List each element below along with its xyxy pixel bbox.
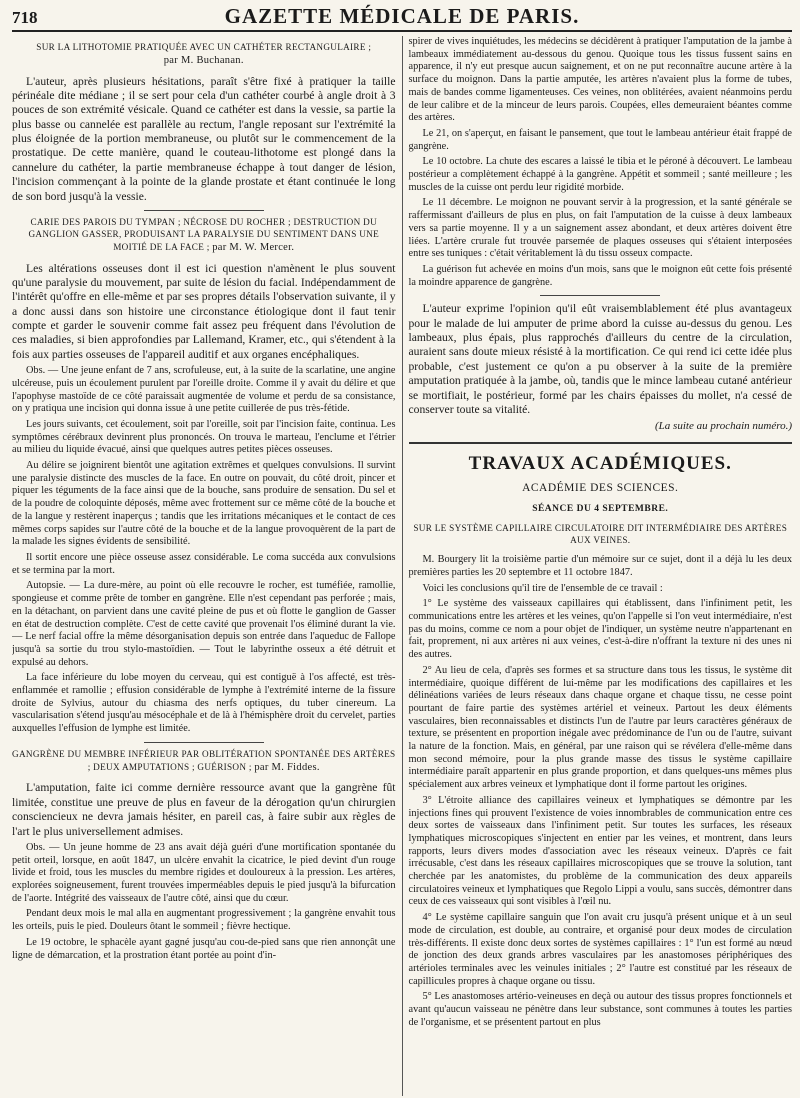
paragraph: 3° L'étroite alliance des capillaires veineux et lymphatiques se démontre par les injections fines qui prouvent l'existence de voies innombrables de communication entre ces deux sortes de vaisseaux dans l'infiniment petit. Sur toutes les surfaces, les réseaux lymphatiques microscopiques s'injectent en entier par les veines, et montrent, dans leurs rapports, leurs divers modes d'association avec les réseaux veineux. D'après ce fait irrécusable, c'est dans les réseaux capillaires microscopiques que se trouve la solution, tant cherchée par les anatomistes, du problème de la communication des deux appareils circulatoires veineux et lymphatiques que Regolo Lippi a voulu, sans succès, démontrer dans ceux de ces vaisseaux qui sont visibles à l'œil nu. [408,794,792,908]
divider [540,295,660,296]
paragraph: M. Bourgery lit la troisième partie d'un mémoire sur ce sujet, dont il a déjà lu les deux premières parties les 20 septembre et 11 octobre 1847. [408,554,792,578]
paragraph: Voici les conclusions qu'il tire de l'ensemble de ce travail : [422,582,663,594]
paragraph: La face inférieure du lobe moyen du cerveau, qui est contiguë à l'os affecté, est très-enflammée et ramollie ; effusion considérable de lymphe à l'extrémité interne de la fissure droite de Sylvius, autour du chiasma des nerfs optiques, du tuber cinereum. La vascularisation s'étend jusqu'au mésocéphale et de là à l'hémisphère droit du cervelet, parties auxquelles l'effusion de lymphe est limitée. [12,672,396,735]
article-author: par M. W. Mercer. [212,241,295,253]
paragraph: Le 11 décembre. Le moignon ne pouvant servir à la progression, et la santé générale se raffermissant d'ailleurs de plus en plus, on fait l'amputation de la cuisse à deux lambeaux vers sa partie moyenne. Il y a un saignement assez abondant, et deux artères doivent être liées. L'artère crurale fut trouvée parsemée de plaques osseuses qui s'étaient interposées entre ses tuniques : c'était véritablement là du tissu osseux compacte. [408,197,792,260]
section-title: TRAVAUX ACADÉMIQUES. [468,452,732,474]
paragraph: Le 21, on s'aperçut, en faisant le pansement, que tout le lambeau antérieur était frappé de gangrène. [408,127,792,152]
paragraph: Les jours suivants, cet écoulement, soit par l'oreille, soit par l'incision faite, continua. Les symptômes cérébraux devinrent plus prononcés. On trouva le marteau, l'enclume et l'étrier au milieu du liquide évacué, ainsi que quelques autres petites pièces osseuses. [12,418,396,456]
article-title-lithotomie [12,42,396,68]
paragraph: Au délire se joignirent bientôt une agitation extrêmes et quelques convulsions. Il survint une paralysie distincte des muscles de la face. En outre on pouvait, du côté droit, pincer et piquer les téguments de la face ainsi que de la bouche, sans produire de sensation. Du sel et de la poudre de coloquinte déposés, même avec frottement sur ce même côté de la bouche et de la langue y restèrent inaperçus ; tandis que les irritations mécaniques et le contact de ces mêmes corps sapides sur l'autre côté de la bouche et de la langue provoquèrent de la part de la malade les signes évidents de sensibilité. [12,460,396,548]
columns [12,36,792,1096]
article-author: par M. Buchanan. [163,54,244,66]
paragraph: La guérison fut achevée en moins d'un mois, sans que le moignon eût cette fois présenté la moindre apparence de gangrène. [408,263,792,288]
paragraph: Autopsie. — La dure-mère, au point où elle recouvre le rocher, est tuméfiée, ramollie, spongieuse et comme prête de tomber en gangrène. Elle n'est cependant pas perforée ; mais, en la détachant, on parvient dans une cavité pleine de pus et où flotte le ganglion de Gasser en état de destruction complète. C'est de cette cavité que provenait l'os éliminé durant la vie. — Le nerf facial offre la même désorganisation depuis son entrée dans l'aqueduc de Fallope jusqu'à sa sortie du trou stylo-mastoïdien. — Tout le labyrinthe osseux a été détruit et expulsé au dehors. [12,580,396,668]
article-title-gangrene [12,749,396,775]
continuation-note: (La suite au prochain numéro.) [655,420,792,433]
divider [144,210,264,211]
paragraph: Obs. — Un jeune homme de 23 ans avait déjà guéri d'une mortification spontanée du petit orteil, lorsque, en août 1847, un ulcère envahit la cicatrice, le pied devint d'un rouge livide et froid, tous les muscles du membre rigides et douloureux à la pression. Les artères, explorées soigneusement, furent trouvées imperméables depuis le pied jusqu'à la bifurcation de l'aorte. Intégrité des vaisseaux de l'autre côté, ainsi que du cœur. [12,841,396,904]
paragraph: Le 10 octobre. La chute des escares a laissé le tibia et le péroné à découvert. Le lambeau postérieur a complètement échappé à la gangrène. Appétit et sommeil ; santé meilleure ; les muscles de la cuisse ont perdu leur rigidité morbide. [408,156,792,193]
paragraph: 2° Au lieu de cela, d'après ses formes et sa structure dans tous les tissus, le système dit intermédiaire, quoique différent de lui-même par les modifications des capillaires et les délinéations variées de leurs réseaux dans chaque organe et chaque tissu, ne cesse point pourtant de faire partie des systèmes artériel et veineux. Partout les deux éléments vasculaires, bien reconnaissables et distincts l'un de l'autre par leurs caractères généraux de texture, se présentent en proportion inégale avec prédominance de l'un ou de l'autre, suivant la nature de la fonction. Mais, en général, par une raison qui se révélera d'elle-même dans mon second mémoire, pour la plus grande masse des tissus le système capillaire intermédiaire paraît appartenir en plus grande proportion, et dans quelques-uns mêmes plus spécialement aux arbres veineux et lymphatique dont il forme partout les origines. [408,664,792,791]
paragraph: Le 19 octobre, le sphacèle ayant gagné jusqu'au cou-de-pied sans que rien annonçât une ligne de démarcation, et la prostration étant portée au point d'in- [12,936,396,961]
paragraph: Les altérations osseuses dont il est ici question n'amènent le plus souvent qu'une paralysie du mouvement, par suite de lésion du facial. Indépendamment de l'intérêt qu'offre en elle-même et par ses propres détails l'observation suivante, il y a donc aussi dans son histoire une circonstance étiologique dont il faut tenir compte et garder le souvenir comme fait assez peu fréquent dans l'évolution de ces maladies, si bien approfondies par Lallemand, Kramer, etc., qui s'étendent à la fois aux parties osseuses de l'appareil auditif et aux organes encéphaliques. [12,261,396,361]
article-title-text: GANGRÈNE DU MEMBRE INFÉRIEUR PAR OBLITÉRATION SPONTANÉE DES ARTÈRES ; DEUX AMPUTATIONS ; GUÉRISON ; [12,748,396,772]
article-title-text: SUR LA LITHOTOMIE PRATIQUÉE AVEC UN CATHÉTER RECTANGULAIRE ; [36,42,372,52]
paragraph: 4° Le système capillaire sanguin que l'on avait cru jusqu'à présent unique et à un seul mode de circulation, est double, au contraire, et organisé pour deux modes de circulation très-différents. Il existe donc deux sortes de systèmes capillaires : 1° l'un est formé au nœud de jonction des deux grands arbres vasculaires par les anastomoses périphériques des artérioles terminales avec les veinules initiales ; 2° l'autre est constitué par les réseaux de capillicules propres à chaque organe ou tissu. [408,912,792,987]
paragraph: Pendant deux mois le mal alla en augmentant progressivement ; la gangrène envahit tous les orteils, puis le pied. Douleurs ôtant le sommeil ; fièvre hectique. [12,908,396,933]
paragraph: L'amputation, faite ici comme dernière ressource avant que la gangrène fût limitée, constitue une preuve de plus en faveur de la dérogation qu'un chirurgien consciencieux ne devra jamais hésiter, en pareil cas, à faire subir aux règles de l'art le plus universellement admises. [12,781,396,838]
left-column [12,36,403,1096]
article-title-text: CARIE DES PAROIS DU TYMPAN ; NÉCROSE DU ROCHER ; DESTRUCTION DU GANGLION GASSER, PRODUISANT LA PARALYSIE DU SENTIMENT DANS UNE MOITIÉ DE LA FACE ; [28,216,380,252]
article-title-tympan [12,217,396,255]
paragraph: 1° Le système des vaisseaux capillaires qui établissent, dans l'infiniment petit, les communications entre les artères et les veines, qu'on l'appelle si l'on veut intermédiaire, n'est pas du moins, comme ce nom a pour objet de l'indiquer, un système neutre n'appartenant en fait, proprement, ni aux artères ni aux veines, c'est-à-dire n'offrant la texture ni des unes ni des autres. [408,598,792,661]
seance-date: SÉANCE DU 4 SEPTEMBRE. [532,503,669,514]
right-column [403,36,793,1096]
section-divider [409,442,793,444]
journal-title: GAZETTE MÉDICALE DE PARIS. [224,4,580,28]
article-author: par M. Fiddes. [254,761,320,773]
page-number: 718 [12,8,38,27]
paragraph: spirer de vives inquiétudes, les médecins se décidèrent à pratiquer l'amputation de la jambe à lambeaux immédiatement au-dessous du genou. Quoique tous les tissus fussent sains en apparence, il n'y eut presque aucun saignement, et on ne put reconnaître aucune artère à la surface du moignon. Dans la partie amputée, les artères n'avaient plus la forme de tubes, mais de bandes comme ligamenteuses. Ces veines, non oblitérées, avaient néanmoins perdu de leur calibre et de la minceur de leurs parois. Coupées, elles demeuraient béantes comme des artères. [408,36,792,124]
paragraph: Il sortit encore une pièce osseuse assez considérable. Le coma succéda aux convulsions et se termina par la mort. [12,551,396,576]
page-header [12,4,792,32]
article-title-capillaire: SUR LE SYSTÈME CAPILLAIRE CIRCULATOIRE DIT INTERMÉDIAIRE DES ARTÈRES AUX VEINES. [413,523,788,546]
paragraph: L'auteur, après plusieurs hésitations, paraît s'être fixé à pratiquer la taille périnéale dite médiane ; il se sert pour cela d'un cathéter courbé à angle droit à 3 pouces de son extrémité vésicale. Quand ce cathéter est dans la vessie, sa partie la plus basse ou cannelée est parallèle au rectum, l'angle reposant sur l'extrémité la plus éloignée de la portion membraneuse, ou plutôt sur le commencement de la prostatique. De cette manière, quand le couteau-lithotome est plongé dans la cannelure du cathéter, la partie membraneuse échappe à tout danger de lésion, l'incision commençant à la pointe de la glande prostate et étant continuée le long de son bord jusqu'à la vessie. [12,74,396,203]
divider [144,742,264,743]
paragraph: L'auteur exprime l'opinion qu'il eût vraisemblablement été plus avantageux pour le malade de lui amputer de prime abord la cuisse au-dessus du genou. Les lambeaux, plus épais, plus rapprochés d'ailleurs du centre de la circulation, auraient sans doute mieux résisté à la mortification. Ce qui rend ici cette idée plus probable, c'est justement ce qu'on a pu observer à la suite de la première amputation pratiquée à la jambe, où, tandis que le mince lambeau cutané antérieur se mortifiait, le postérieur, formé par les chairs épaisses du mollet, n'a cessé de conserver toute sa vitalité. [408,302,792,416]
paragraph: Obs. — Une jeune enfant de 7 ans, scrofuleuse, eut, à la suite de la scarlatine, une angine ulcéreuse, puis un écoulement purulent par l'oreille droite. Comme il y avait du délire et que l'apophyse mastoïde de ce côté paraissait augmentée de volume et perdu de sa consistance, on y pratiqua une incision qui donna issue à une petite cuillerée de pus très-fétide. [12,365,396,415]
academy-title: ACADÉMIE DES SCIENCES. [522,482,679,495]
paragraph: 5° Les anastomoses artério-veineuses en deçà ou autour des tissus propres fonctionnels et avant qu'aucun vaisseau ne pénètre dans leur substance, sont communes à toutes les parties de l'organisme, et se présentent partout en plus [408,991,792,1028]
